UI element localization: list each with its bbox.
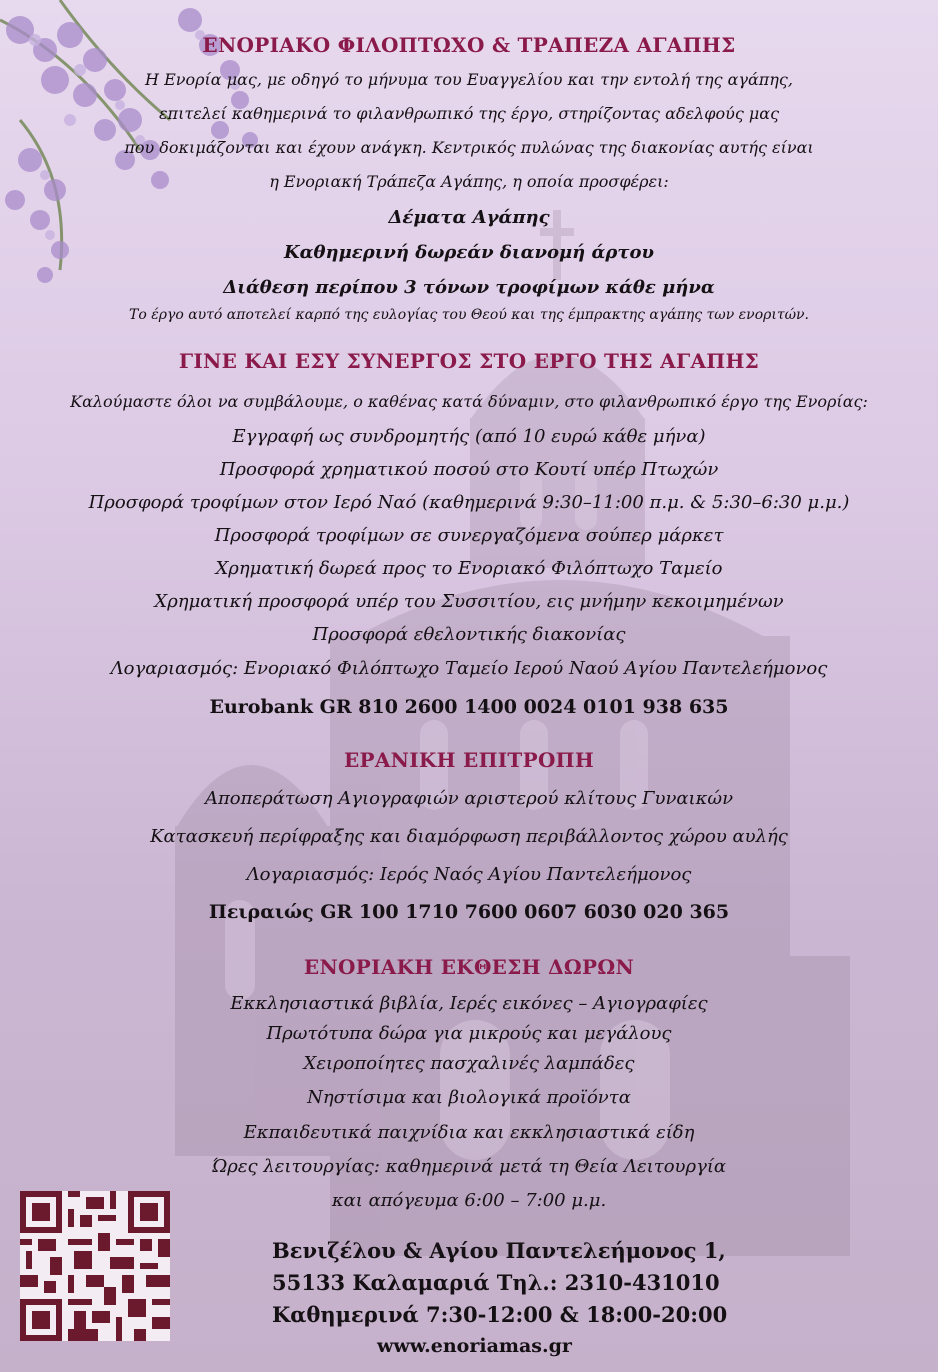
intro-line: Η Ενορία μας, με οδηγό το μήνυμα του Ευαγγελίου και την εντολή της αγάπης, xyxy=(145,70,793,89)
opening-hours: και απόγευμα 6:00 – 7:00 μ.μ. xyxy=(331,1190,607,1211)
fundraising-item: Αποπεράτωση Αγιογραφιών αριστερού κλίτους Γυναικών xyxy=(204,788,734,809)
offering-item: Καθημερινή δωρεάν διανομή άρτου xyxy=(284,242,654,263)
account-holder: Λογαριασμός: Ιερός Ναός Αγίου Παντελεήμονος xyxy=(246,864,692,885)
address-city-phone: 55133 Καλαμαριά Τηλ.: 2310-431010 xyxy=(272,1270,720,1295)
exhibition-item: Νηστίσιμα και βιολογικά προϊόντα xyxy=(307,1087,631,1108)
exhibition-item: Πρωτότυπα δώρα για μικρούς και μεγάλους xyxy=(266,1023,672,1044)
exhibition-item: Εκκλησιαστικά βιβλία, Ιερές εικόνες – Αγιογραφίες xyxy=(230,993,708,1014)
address-street: Βενιζέλου & Αγίου Παντελεήμονος 1, xyxy=(272,1238,726,1263)
offering-item: Διάθεση περίπου 3 τόνων τροφίμων κάθε μήνα xyxy=(223,277,715,298)
qr-code-icon[interactable] xyxy=(20,1178,170,1354)
exhibition-item: Χειροποίητες πασχαλινές λαμπάδες xyxy=(303,1053,635,1074)
contribute-item: Προσφορά εθελοντικής διακονίας xyxy=(312,624,626,645)
contribute-item: Χρηματική δωρεά προς το Ενοριακό Φιλόπτωχο Ταμείο xyxy=(215,558,723,579)
intro-line: η Ενοριακή Τράπεζα Αγάπης, η οποία προσφέρει: xyxy=(269,172,669,191)
contribute-item: Προσφορά χρηματικού ποσού στο Κουτί υπέρ Πτωχών xyxy=(219,459,719,480)
contribute-item: Προσφορά τροφίμων σε συνεργαζόμενα σούπερ μάρκετ xyxy=(214,525,724,546)
fundraising-item: Κατασκευή περίφραξης και διαμόρφωση περιβάλλοντος χώρου αυλής xyxy=(150,826,788,847)
section-title-gift-exhibition: ΕΝΟΡΙΑΚΗ ΕΚΘΕΣΗ ΔΩΡΩΝ xyxy=(303,955,635,979)
intro-line: επιτελεί καθημερινά το φιλανθρωπικό της έργο, στηρίζοντας αδελφούς μας xyxy=(158,104,780,123)
intro-line: που δοκιμάζονται και έχουν ανάγκη. Κεντρικός πυλώνας της διακονίας αυτής είναι xyxy=(124,138,814,157)
section-title-philoptocho: ΕΝΟΡΙΑΚΟ ΦΙΛΟΠΤΩΧΟ & ΤΡΑΠΕΖΑ ΑΓΑΠΗΣ xyxy=(202,33,736,57)
contribute-item: Προσφορά τροφίμων στον Ιερό Ναό (καθημερινά 9:30–11:00 π.μ. & 5:30–6:30 μ.μ.) xyxy=(88,492,850,513)
section-title-contribute: ΓΙΝΕ ΚΑΙ ΕΣΥ ΣΥΝΕΡΓΟΣ ΣΤΟ ΕΡΓΟ ΤΗΣ ΑΓΑΠΗΣ xyxy=(178,349,760,373)
opening-hours: Ώρες λειτουργίας: καθημερινά μετά τη Θεία Λειτουργία xyxy=(211,1156,727,1177)
contribute-item: Εγγραφή ως συνδρομητής (από 10 ευρώ κάθε μήνα) xyxy=(232,426,706,447)
bank-account-number: Πειραιώς GR 100 1710 7600 0607 6030 020 365 xyxy=(208,901,730,923)
bank-account-number: Eurobank GR 810 2600 1400 0024 0101 938 635 xyxy=(209,696,729,718)
section-title-fundraising: ΕΡΑΝΙΚΗ ΕΠΙΤΡΟΠΗ xyxy=(343,748,595,772)
offering-item: Δέματα Αγάπης xyxy=(388,207,550,228)
section-note: Το έργο αυτό αποτελεί καρπό της ευλογίας του Θεού και της έμπρακτης αγάπης των ενοριτών. xyxy=(129,307,809,323)
office-hours: Καθημερινά 7:30-12:00 & 18:00-20:00 xyxy=(272,1302,728,1327)
account-holder: Λογαριασμός: Ενοριακό Φιλόπτωχο Ταμείο Ιερού Ναού Αγίου Παντελεήμονος xyxy=(110,658,828,679)
website-link[interactable]: www.enoriamas.gr xyxy=(377,1335,572,1357)
contribute-item: Χρηματική προσφορά υπέρ του Συσσιτίου, εις μνήμην κεκοιμημένων xyxy=(154,591,784,612)
exhibition-item: Εκπαιδευτικά παιχνίδια και εκκλησιαστικά είδη xyxy=(243,1122,695,1143)
contribute-intro: Καλούμαστε όλοι να συμβάλουμε, ο καθένας κατά δύναμιν, στο φιλανθρωπικό έργο της Ενορίας: xyxy=(70,392,868,411)
